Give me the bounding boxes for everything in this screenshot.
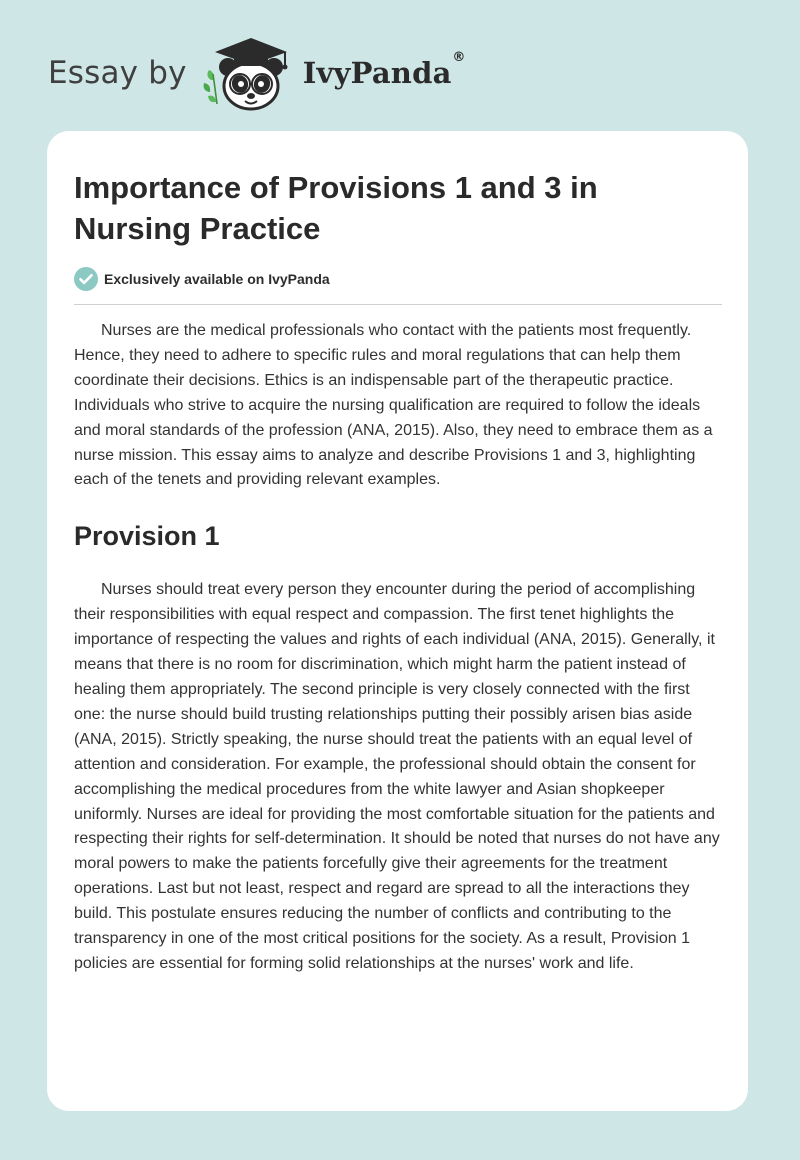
exclusive-badge-text: Exclusively available on IvyPanda	[104, 271, 330, 287]
panda-graduate-icon[interactable]	[201, 34, 299, 112]
site-header	[48, 34, 466, 112]
essay-title: Importance of Provisions 1 and 3 in Nursing Practice	[74, 170, 598, 246]
essay-card	[47, 131, 748, 1111]
registered-mark: ®	[452, 50, 466, 65]
section-paragraph-provision-1: Nurses should treat every person they encounter during the period of accomplishing their responsibilities with equal respect and compassion. The first tenet highlights the importance of respecting the values and rights of each individual (ANA, 2015). Generally, it means that there is no room for discrimination, which might harm the patient instead of healing them appropriately. The second principle is very closely connected with the first one: the nurse should build trusting relationships putting their possibly arisen bias aside (ANA, 2015). Strictly speaking, the nurse should treat the patients with an equal level of attention and consideration. For example, the professional should obtain the consent for accomplishing the medical procedures from the white lawyer and Asian shopkeeper uniformly. Nurses are ideal for providing the most comfortable situation for the patients and respecting their rights for self-determination. It should be noted that nurses do not have any moral powers to make the patients forcefully give their agreements for the treatment operations. Last but not least, respect and regard are spread to all the interactions they build. This postulate ensures reducing the number of conflicts and contributing to the transparency in one of the most critical positions for the society. As a result, Provision 1 policies are essential for forming solid relationships at the nurses' work and life.	[74, 581, 720, 972]
check-circle-icon	[74, 267, 98, 291]
exclusive-badge	[74, 267, 722, 305]
section-heading-provision-1: Provision 1	[74, 521, 220, 552]
brand-name[interactable]	[302, 50, 466, 90]
intro-paragraph: Nurses are the medical professionals who contact with the patients most frequently. Hence, they need to adhere to specific rules and moral regulations that can help them coordinate their decisions. Ethics is an indispensable part of the therapeutic practice. Individuals who strive to acquire the nursing qualification are required to follow the ideals and moral standards of the profession (ANA, 2015). Also, they need to embrace them as a nurse mission. This essay aims to analyze and describe Provisions 1 and 3, highlighting each of the tenets and providing relevant examples.	[74, 322, 713, 489]
brand-text[interactable]: IvyPanda	[302, 56, 452, 90]
essay-by-label: Essay by	[48, 55, 187, 91]
